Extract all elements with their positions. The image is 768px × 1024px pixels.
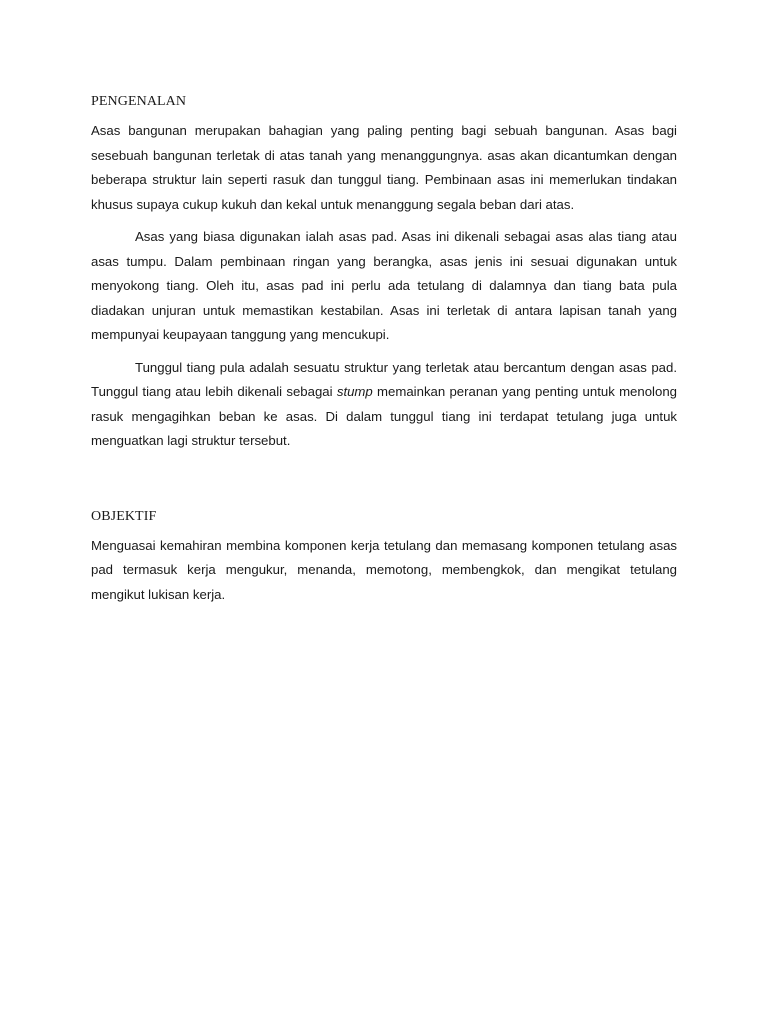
paragraph-text-part: Tunggul tiang pula adalah sesuatu struktur yang terletak atau bercantum dengan asas pad. Tunggul tiang atau lebih dikenali sebagai (91, 359, 677, 399)
paragraph-text-part: memainkan peranan yang penting untuk menolong rasuk mengagihkan beban ke asas. Di dalam tunggul tiang ini terdapat tetulang juga untuk menguatkan lagi struktur tersebut. (91, 384, 677, 448)
document-page (91, 92, 677, 615)
paragraph-pengenalan-1: Asas bangunan merupakan bahagian yang paling penting bagi sebuah bangunan. Asas bagi sesebuah bangunan terletak di atas tanah yang menanggungnya. asas akan dicantumkan dengan beberapa struktur lain seperti rasuk dan tunggul tiang. Pembinaan asas ini memerlukan tindakan khusus supaya cukup kukuh dan kekal untuk menanggung segala beban dari atas. (91, 123, 677, 212)
section-heading-objektif: OBJEKTIF (91, 508, 157, 524)
italic-term-stump: stump (336, 384, 373, 399)
paragraph-pengenalan-2: Asas yang biasa digunakan ialah asas pad. Asas ini dikenali sebagai asas alas tiang atau asas tumpu. Dalam pembinaan ringan yang berangka, asas jenis ini sesuai digunakan untuk menyokong tiang. Oleh itu, asas pad ini perlu ada tetulang di dalamnya dan tiang bata pula diadakan unjuran untuk memastikan kestabilan. Asas ini terletak di antara lapisan tanah yang mempunyai keupayaan tanggung yang mencukupi. (91, 229, 677, 342)
section-spacer (91, 462, 677, 507)
section-heading-pengenalan: PENGENALAN (91, 94, 187, 109)
paragraph-objektif-1: Menguasai kemahiran membina komponen kerja tetulang dan memasang komponen tetulang asas pad termasuk kerja mengukur, menanda, memotong, membengkok, dan mengikat tetulang mengikut lukisan kerja. (91, 537, 677, 602)
paragraph-pengenalan-3 (91, 356, 677, 454)
